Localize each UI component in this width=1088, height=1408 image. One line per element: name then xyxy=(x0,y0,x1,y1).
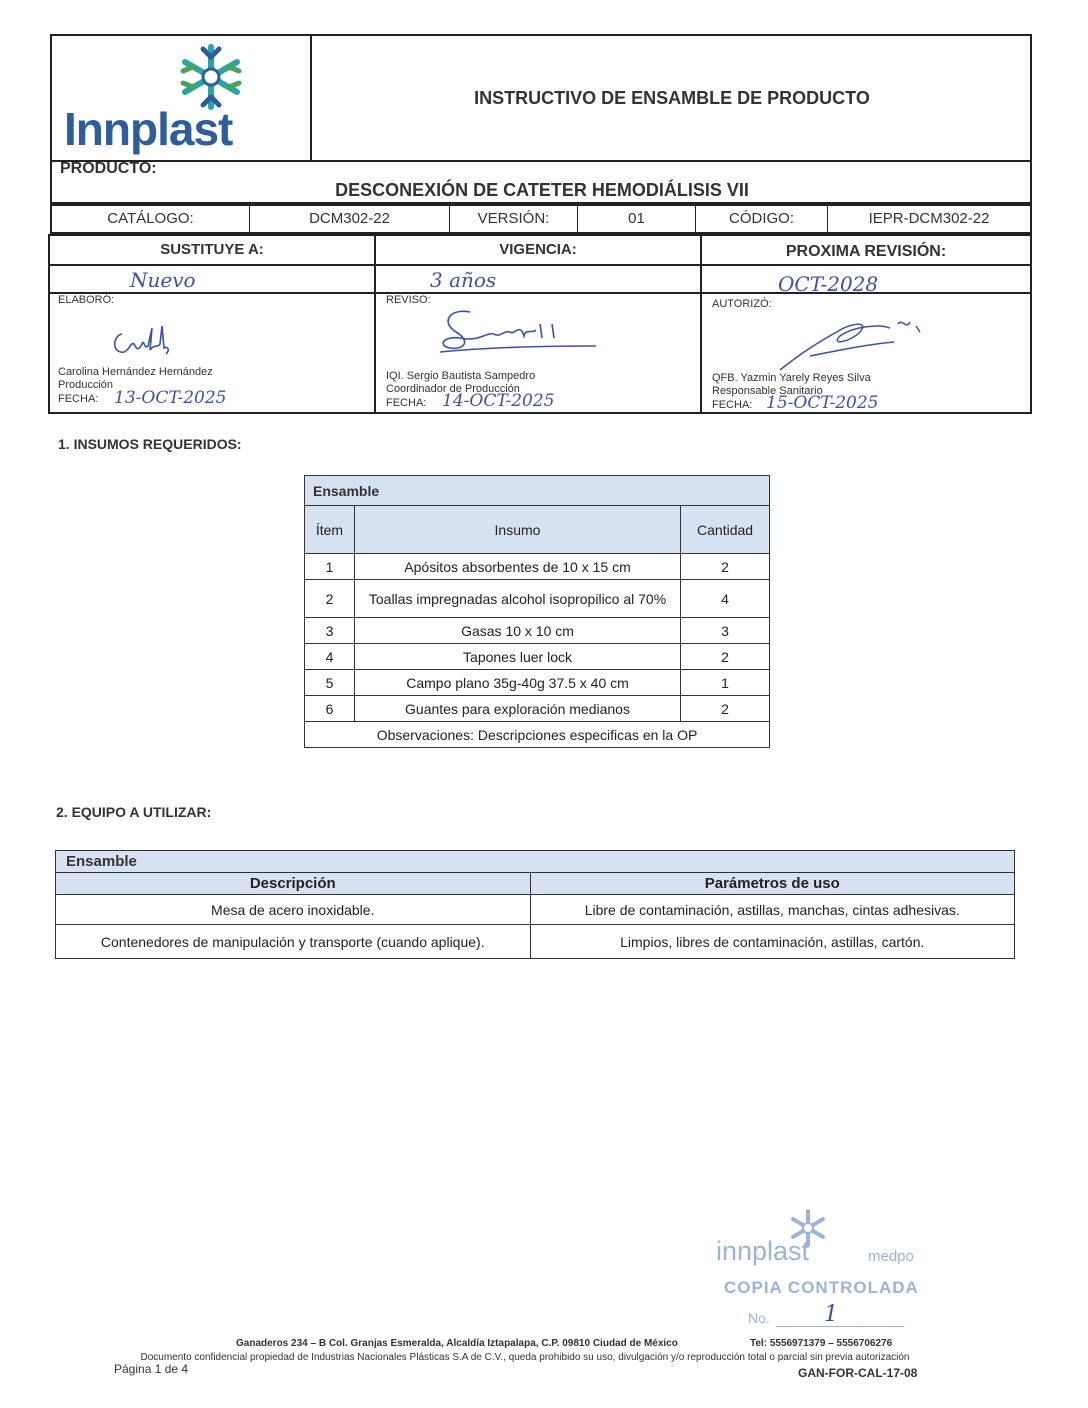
signature-reviewed-icon xyxy=(420,302,600,358)
made-name: Carolina Hernández Hernández xyxy=(58,366,213,378)
table-row: 1 Apósitos absorbentes de 10 x 15 cm 2 xyxy=(305,554,770,580)
section2-title: 2. EQUIPO A UTILIZAR: xyxy=(56,804,212,820)
col-qty-header: Cantidad xyxy=(681,506,770,554)
equipment-table-title: Ensamble xyxy=(56,851,1015,873)
next-review-label: PROXIMA REVISIÓN: xyxy=(785,243,947,260)
controlled-copy-stamp xyxy=(712,1206,942,1336)
replaces-label: SUSTITUYE A: xyxy=(160,241,264,258)
authorized-date-label: FECHA: xyxy=(712,399,753,411)
table-row: 3 Gasas 10 x 10 cm 3 xyxy=(305,618,770,644)
footer-confidential: Documento confidencial propiedad de Industrias Nacionales Plásticas S.A de C.V., queda prohibido su uso, divulgación y/o reproducción total o parcial sin previa autorización xyxy=(140,1352,910,1363)
signature-authorized-icon xyxy=(770,306,950,376)
authorized-role: Responsable Sanitario xyxy=(712,385,823,397)
footer-form-code: GAN-FOR-CAL-17-08 xyxy=(798,1366,918,1380)
reviewed-date-label: FECHA: xyxy=(386,397,427,409)
table-row: Contenedores de manipulación y transporte (cuando aplique). Limpios, libres de contaminación, astillas, cartón. xyxy=(56,925,1015,959)
product-name: DESCONEXIÓN DE CATETER HEMODIÁLISIS VII xyxy=(335,180,749,200)
col-desc-header: Descripción xyxy=(56,873,531,895)
footer-phones: Tel: 5556971379 – 5556706276 xyxy=(750,1338,893,1349)
made-role: Producción xyxy=(58,379,114,391)
company-logo xyxy=(52,36,312,160)
code-label: CÓDIGO: xyxy=(696,206,828,232)
validity-label: VIGENCIA: xyxy=(499,241,577,258)
table-row: 4 Tapones luer lock 2 xyxy=(305,644,770,670)
reviewed-label: REVISÓ: xyxy=(386,294,431,306)
reviewed-role: Coordinador de Producción xyxy=(386,383,520,395)
section1-title: 1. INSUMOS REQUERIDOS: xyxy=(58,436,242,452)
supplies-table xyxy=(304,475,770,748)
authorized-name: QFB. Yazmin Yarely Reyes Silva xyxy=(712,372,871,384)
equipment-table xyxy=(55,850,1015,959)
table-row: Mesa de acero inoxidable. Libre de contaminación, astillas, manchas, cintas adhesivas. xyxy=(56,895,1015,925)
table-row: 5 Campo plano 35g-40g 37.5 x 40 cm 1 xyxy=(305,670,770,696)
footer-address: Ganaderos 234 – B Col. Granjas Esmeralda, Alcaldía Iztapalapa, C.P. 09810 Ciudad de México xyxy=(236,1338,678,1349)
footer-page: Página 1 de 4 xyxy=(114,1362,189,1376)
replaces-value: Nuevo xyxy=(130,268,196,292)
supplies-table-title: Ensamble xyxy=(305,476,770,506)
signature-made-icon xyxy=(108,314,178,360)
stamp-text: COPIA CONTROLADA xyxy=(724,1278,919,1297)
reviewed-date-value: 14-OCT-2025 xyxy=(442,391,555,411)
made-date-value: 13-OCT-2025 xyxy=(114,388,227,408)
version-label: VERSIÓN: xyxy=(450,206,578,232)
catalog-label: CATÁLOGO: xyxy=(52,206,250,232)
made-label: ELABORÓ: xyxy=(58,294,115,306)
stamp-brand: innplast xyxy=(716,1236,810,1266)
logo-wordmark: Innplast xyxy=(64,103,233,155)
reviewed-name: IQI. Sergio Bautista Sampedro xyxy=(386,370,536,382)
validity-value: 3 años xyxy=(430,268,497,292)
authorized-date-value: 15-OCT-2025 xyxy=(766,393,879,413)
authorized-label: AUTORIZÓ: xyxy=(712,298,772,310)
product-label: PRODUCTO: xyxy=(60,160,157,177)
catalog-value: DCM302-22 xyxy=(250,206,450,232)
stamp-partner: medpo xyxy=(868,1248,914,1265)
table-row: 2 Toallas impregnadas alcohol isopropilico al 70% 4 xyxy=(305,580,770,618)
stamp-no-label: No. xyxy=(748,1310,770,1326)
next-review-value: OCT-2028 xyxy=(778,272,879,296)
table-row: 6 Guantes para exploración medianos 2 xyxy=(305,696,770,722)
document-type-title: INSTRUCTIVO DE ENSAMBLE DE PRODUCTO xyxy=(474,87,870,108)
catalog-row xyxy=(50,204,1032,234)
stamp-no-value: 1 xyxy=(824,1302,838,1327)
col-params-header: Parámetros de uso xyxy=(530,873,1015,895)
col-item-header: Ítem xyxy=(305,506,355,554)
observations: Observaciones: Descripciones especificas en la OP xyxy=(305,722,770,748)
version-value: 01 xyxy=(578,206,696,232)
col-supply-header: Insumo xyxy=(354,506,680,554)
approval-block xyxy=(48,234,1032,414)
code-value: IEPR-DCM302-22 xyxy=(868,210,990,227)
made-date-label: FECHA: xyxy=(58,393,99,405)
